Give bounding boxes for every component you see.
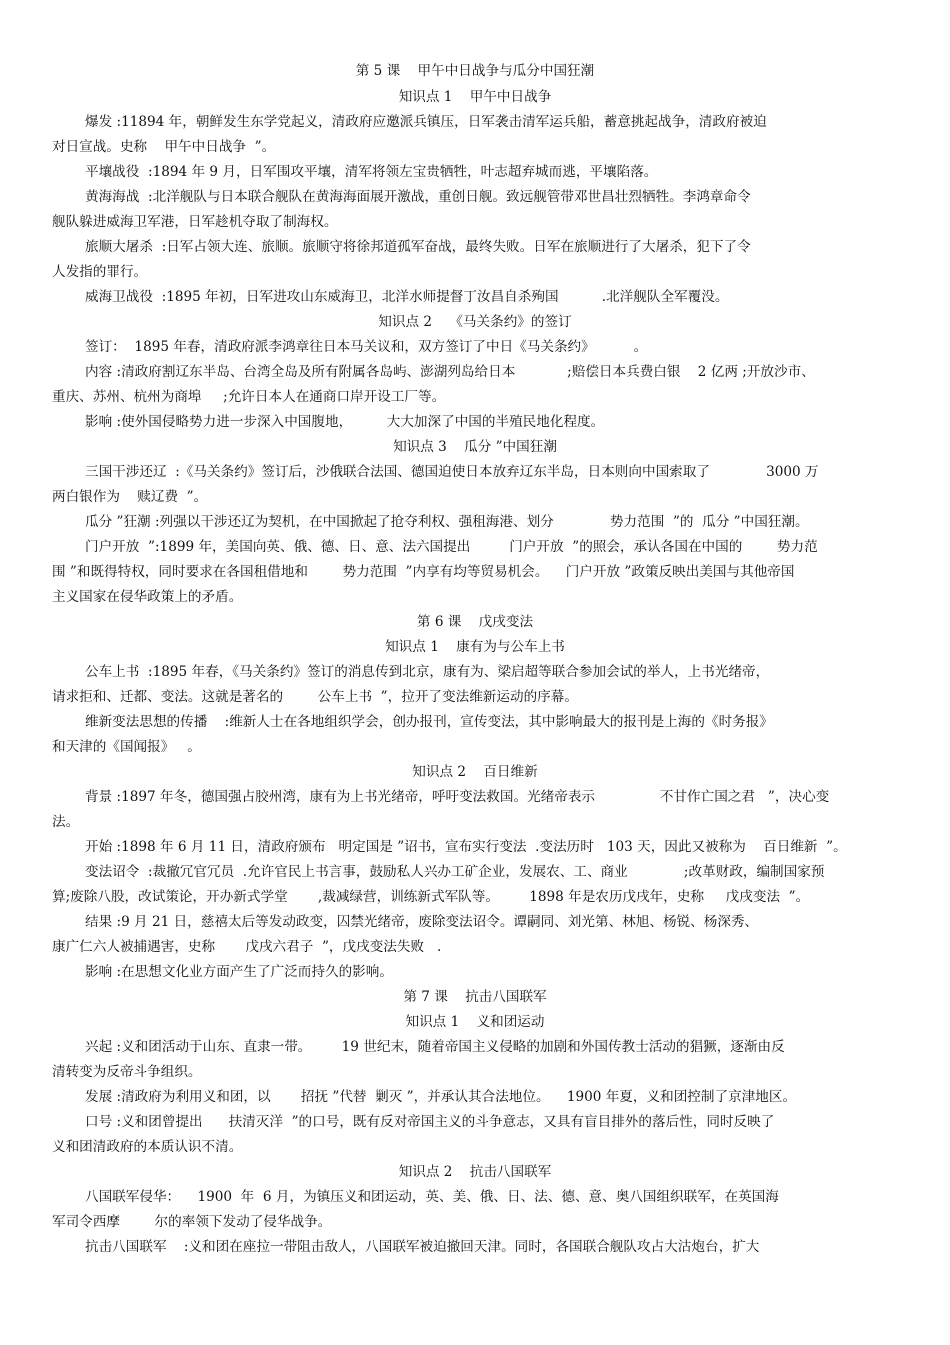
lesson-title: 第 7 课 抗击八国联军	[403, 989, 547, 1005]
paragraph-line: 旅顺大屠杀 :日军占领大连、旅顺。旅顺守将徐邦道孤军奋战，最终失败。日军在旅顺进行了大屠杀，犯下了令	[85, 239, 751, 255]
section-heading: 知识点 2 百日维新	[412, 764, 538, 780]
paragraph-line: 内容 :清政府割辽东半岛、台湾全岛及所有附属各岛屿、澎湖列岛给日本 ;赔偿日本兵费白银 2 亿两 ;开放沙市、	[85, 364, 815, 380]
paragraph-continuation: 清转变为反帝斗争组织。	[52, 1064, 202, 1080]
paragraph-continuation: 舰队躲进威海卫军港，日军趁机夺取了制海权。	[52, 214, 338, 230]
paragraph-line: 兴起 :义和团活动于山东、直隶一带。 19 世纪末，随着帝国主义侵略的加剧和外国传教士活动的猖獗，逐渐由反	[85, 1039, 785, 1055]
lesson-title: 第 5 课 甲午中日战争与瓜分中国狂潮	[355, 63, 595, 79]
paragraph-continuation: 重庆、苏州、杭州为商埠 ;允许日本人在通商口岸开设工厂等。	[52, 389, 446, 405]
paragraph-continuation: 义和团清政府的本质认识不清。	[52, 1139, 243, 1155]
paragraph-continuation: 法。	[52, 814, 80, 830]
paragraph-line: 威海卫战役 :1895 年初，日军进攻山东威海卫，北洋水师提督丁汝昌自杀殉国 .北洋舰队全军覆没。	[85, 289, 729, 305]
section-heading: 知识点 1 康有为与公车上书	[385, 639, 565, 655]
paragraph-line: 维新变法思想的传播 :维新人士在各地组织学会，创办报刊，宣传变法，其中影响最大的报刊是上海的《时务报》	[85, 714, 773, 730]
paragraph-continuation: 康广仁六人被捕遇害，史称 戊戌六君子 ”，戊戌变法失败 .	[52, 939, 442, 955]
paragraph-line: 开始 :1898 年 6 月 11 日，清政府颁布 明定国是 ”诏书，宣布实行变法 .变法历时 103 天，因此又被称为 百日维新 ”。	[85, 839, 847, 855]
section-heading: 知识点 1 义和团运动	[405, 1014, 545, 1030]
section-heading: 知识点 2 抗击八国联军	[398, 1164, 552, 1180]
paragraph-line: 公车上书 :1895 年春，《马关条约》签订的消息传到北京，康有为、梁启超等联合参加会试的举人，上书光绪帝，	[85, 664, 770, 680]
paragraph-line: 黄海海战 :北洋舰队与日本联合舰队在黄海海面展开激战，重创日舰。致远舰管带邓世昌壮烈牺牲。李鸿章命令	[85, 189, 751, 205]
paragraph-line: 发展 :清政府为利用义和团，以 招抚 ”代替 剿灭 ”，并承认其合法地位。 1900 年夏，义和团控制了京津地区。	[85, 1089, 797, 1105]
paragraph-line: 抗击八国联军 :义和团在座拉一带阻击敌人，八国联军被迫撤回天津。同时，各国联合舰队攻占大沽炮台，扩大	[85, 1239, 760, 1255]
paragraph-continuation: 和天津的《国闻报》 。	[52, 739, 201, 755]
paragraph-continuation: 围 ”和既得特权，同时要求在各国租借地和 势力范围 ”内享有均等贸易机会。 门户开放 ”政策反映出美国与其他帝国	[52, 564, 795, 580]
paragraph-line: 影响 :使外国侵略势力进一步深入中国腹地， 大大加深了中国的半殖民地化程度。	[85, 414, 605, 430]
lesson-title: 第 6 课 戊戌变法	[416, 614, 534, 630]
paragraph-continuation: 请求拒和、迁都、变法。这就是著名的 公车上书 ”，拉开了变法维新运动的序幕。	[52, 689, 578, 705]
paragraph-line: 爆发 :11894 年，朝鲜发生东学党起义，清政府应邀派兵镇压，日军袭击清军运兵船，蓄意挑起战争，清政府被迫	[85, 114, 767, 130]
paragraph-continuation: 军司令西摩 尔的率领下发动了侵华战争。	[52, 1214, 332, 1230]
paragraph-continuation: 人发指的罪行。	[52, 264, 148, 280]
paragraph-continuation: 主义国家在侵华政策上的矛盾。	[52, 589, 243, 605]
paragraph-continuation: 两白银作为 赎辽费 ”。	[52, 489, 208, 505]
paragraph-line: 平壤战役 :1894 年 9 月，日军围攻平壤，清军将领左宝贵牺牲，叶志超弃城而逃，平壤陷落。	[85, 164, 658, 180]
paragraph-line: 变法诏令 :裁撤冗官冗员 .允许官民上书言事，鼓励私人兴办工矿企业，发展农、工、商业 ;改革财政，编制国家预	[85, 864, 825, 880]
section-heading: 知识点 3 瓜分 ”中国狂潮	[393, 439, 557, 455]
paragraph-line: 门户开放 ”:1899 年，美国向英、俄、德、日、意、法六国提出 门户开放 ”的照会，承认各国在中国的 势力范	[85, 539, 818, 555]
paragraph-line: 结果 :9 月 21 日，慈禧太后等发动政变，囚禁光绪帝，废除变法诏令。谭嗣同、刘光第、林旭、杨锐、杨深秀、	[85, 914, 759, 930]
paragraph-line: 口号 :义和团曾提出 扶清灭洋 ”的口号，既有反对帝国主义的斗争意志，又具有盲目排外的落后性，同时反映了	[85, 1114, 775, 1130]
paragraph-line: 三国干涉还辽 :《马关条约》签订后，沙俄联合法国、德国迫使日本放弃辽东半岛，日本则向中国索取了 3000 万	[85, 464, 819, 480]
paragraph-line: 影响 :在思想文化业方面产生了广泛而持久的影响。	[85, 964, 393, 980]
paragraph-continuation: 对日宣战。史称 甲午中日战争 ”。	[52, 139, 276, 155]
paragraph-line: 瓜分 ”狂潮 :列强以干涉还辽为契机，在中国掀起了抢夺利权、强租海港、划分 势力范围 ”的 瓜分 ”中国狂潮。	[85, 514, 809, 530]
paragraph-line: 签订： 1895 年春，清政府派李鸿章往日本马关议和，双方签订了中日《马关条约》 。	[85, 339, 648, 355]
section-heading: 知识点 1 甲午中日战争	[398, 89, 552, 105]
paragraph-line: 八国联军侵华： 1900 年 6 月，为镇压义和团运动，英、美、俄、日、法、德、意、奥八国组织联军，在英国海	[85, 1189, 779, 1205]
paragraph-line: 背景 :1897 年冬，德国强占胶州湾，康有为上书光绪帝，呼吁变法救国。光绪帝表示 不甘作亡国之君 ”，决心变	[85, 789, 830, 805]
section-heading: 知识点 2 《马关条约》的签订	[378, 314, 572, 330]
paragraph-continuation: 算;废除八股，改试策论，开办新式学堂 ,裁减绿营，训练新式军队等。 1898 年是农历戊戌年，史称 戊戌变法 ”。	[52, 889, 810, 905]
